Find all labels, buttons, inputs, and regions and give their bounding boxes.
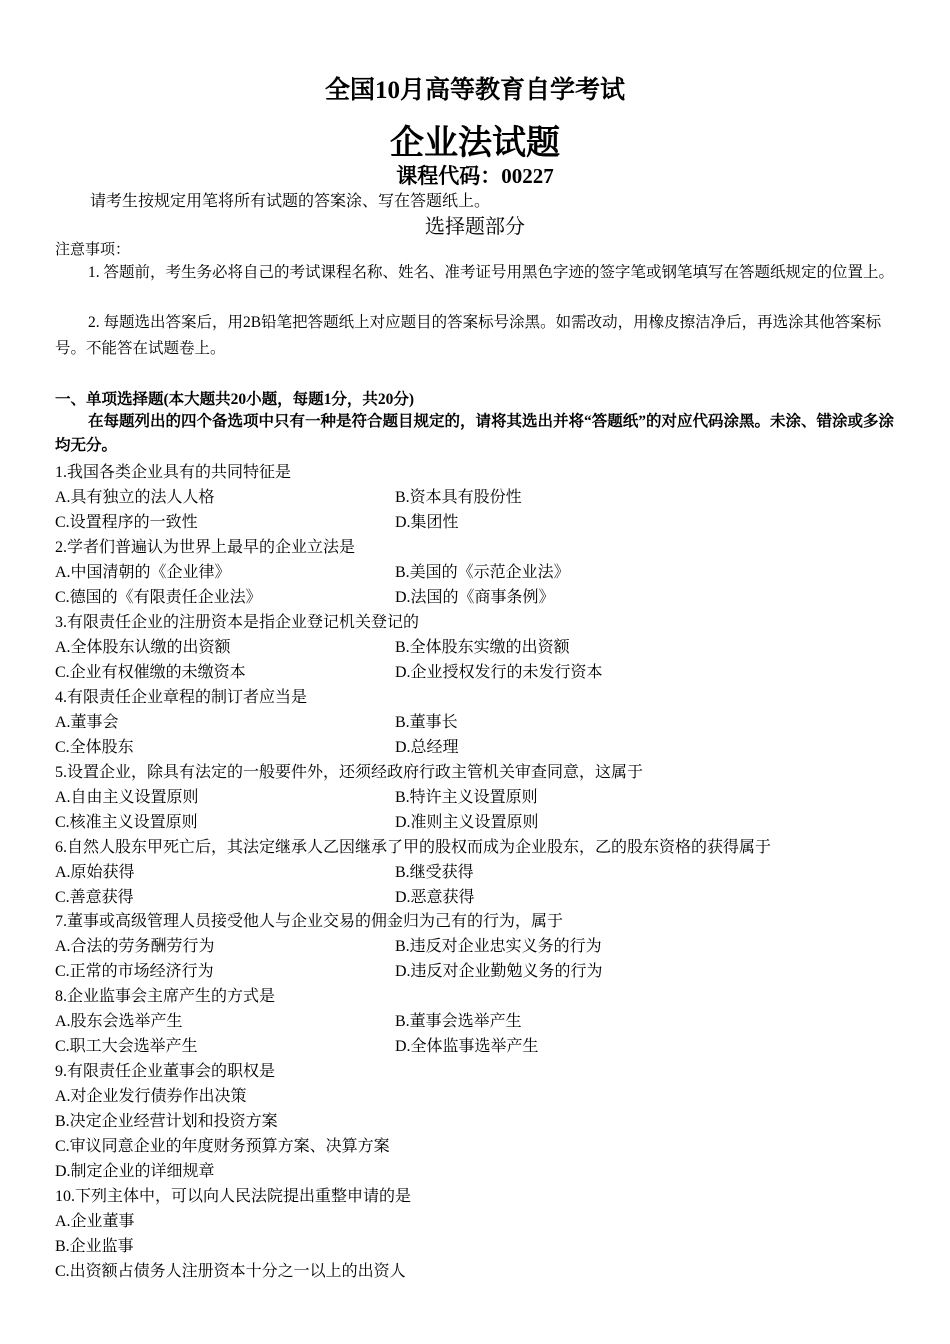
question-stem: 10.下列主体中，可以向人民法院提出重整申请的是: [55, 1188, 412, 1205]
section-instruction: 在每题列出的四个备选项中只有一种是符合题目规定的，请将其选出并将“答题纸”的对应代码涂黑。未涂、错涂或多涂均无分。: [55, 413, 895, 454]
subject-title: 企业法试题: [390, 125, 560, 162]
option-b: B.全体股东实缴的出资额: [395, 639, 570, 656]
notes-heading: 注意事项：: [55, 240, 131, 258]
option-c: C.善意获得: [55, 889, 134, 906]
question-stem: 1.我国各类企业具有的共同特征是: [55, 464, 292, 481]
option-b: B.继受获得: [395, 864, 474, 881]
question-stem: 3.有限责任企业的注册资本是指企业登记机关登记的: [55, 614, 420, 631]
option-b: B.美国的《示范企业法》: [395, 564, 570, 581]
exam-title: 全国10月高等教育自学考试: [324, 77, 625, 104]
option-d: D.违反对企业勤勉义务的行为: [395, 963, 603, 980]
option-b: B.董事会选举产生: [395, 1013, 522, 1030]
option-a: A.董事会: [55, 714, 119, 731]
option-d: D.法国的《商事条例》: [395, 589, 555, 606]
section-title: 一、单项选择题(本大题共20小题，每题1分，共20分): [55, 391, 415, 408]
option-c: C.出资额占债务人注册资本十分之一以上的出资人: [55, 1263, 406, 1280]
question-stem: 8.企业监事会主席产生的方式是: [55, 988, 276, 1005]
question-stem: 2.学者们普遍认为世界上最早的企业立法是: [55, 539, 356, 556]
option-c: C.正常的市场经济行为: [55, 963, 214, 980]
note-item: 2. 每题选出答案后，用2B铅笔把答题纸上对应题目的答案标号涂黑。如需改动，用橡皮擦洁净后，再选涂其他答案标号。不能答在试题卷上。: [55, 314, 882, 357]
option-a: A.股东会选举产生: [55, 1013, 183, 1030]
option-c: C.核准主义设置原则: [55, 814, 198, 831]
course-code: 课程代码：00227: [396, 164, 554, 188]
option-c: C.全体股东: [55, 739, 134, 756]
option-a: A.全体股东认缴的出资额: [55, 639, 231, 656]
option-b: B.企业监事: [55, 1238, 134, 1255]
option-d: D.恶意获得: [395, 889, 475, 906]
option-c: C.设置程序的一致性: [55, 514, 198, 531]
option-b: B.资本具有股份性: [395, 489, 522, 506]
question-stem: 6.自然人股东甲死亡后，其法定继承人乙因继承了甲的股权而成为企业股东，乙的股东资格的获得属于: [55, 839, 772, 856]
option-d: D.总经理: [395, 739, 459, 756]
question-stem: 4.有限责任企业章程的制订者应当是: [55, 689, 308, 706]
option-d: D.制定企业的详细规章: [55, 1163, 215, 1180]
option-a: A.具有独立的法人人格: [55, 489, 215, 506]
option-d: D.全体监事选举产生: [395, 1038, 539, 1055]
question-stem: 5.设置企业，除具有法定的一般要件外，还须经政府行政主管机关审查同意，这属于: [55, 764, 644, 781]
option-b: B.决定企业经营计划和投资方案: [55, 1113, 278, 1130]
option-a: A.原始获得: [55, 864, 135, 881]
option-c: C.审议同意企业的年度财务预算方案、决算方案: [55, 1138, 390, 1155]
option-a: A.对企业发行债券作出决策: [55, 1088, 247, 1105]
option-b: B.特许主义设置原则: [395, 789, 538, 806]
option-d: D.准则主义设置原则: [395, 814, 539, 831]
general-instruction: 请考生按规定用笔将所有试题的答案涂、写在答题纸上。: [90, 191, 491, 210]
question-stem: 7.董事或高级管理人员接受他人与企业交易的佣金归为己有的行为，属于: [55, 913, 564, 930]
option-c: C.企业有权催缴的未缴资本: [55, 664, 246, 681]
option-d: D.企业授权发行的未发行资本: [395, 664, 603, 681]
part-title: 选择题部分: [425, 214, 525, 238]
note-item: 1. 答题前，考生务必将自己的考试课程名称、姓名、准考证号用黑色字迹的签字笔或钢笔填写在答题纸规定的位置上。: [88, 264, 895, 281]
option-a: A.合法的劳务酬劳行为: [55, 938, 215, 955]
option-a: A.企业董事: [55, 1213, 135, 1230]
option-b: B.董事长: [395, 714, 458, 731]
option-d: D.集团性: [395, 514, 459, 531]
question-stem: 9.有限责任企业董事会的职权是: [55, 1063, 276, 1080]
option-b: B.违反对企业忠实义务的行为: [395, 938, 602, 955]
option-c: C.德国的《有限责任企业法》: [55, 589, 262, 606]
option-c: C.职工大会选举产生: [55, 1038, 198, 1055]
option-a: A.中国清朝的《企业律》: [55, 564, 231, 581]
option-a: A.自由主义设置原则: [55, 789, 199, 806]
